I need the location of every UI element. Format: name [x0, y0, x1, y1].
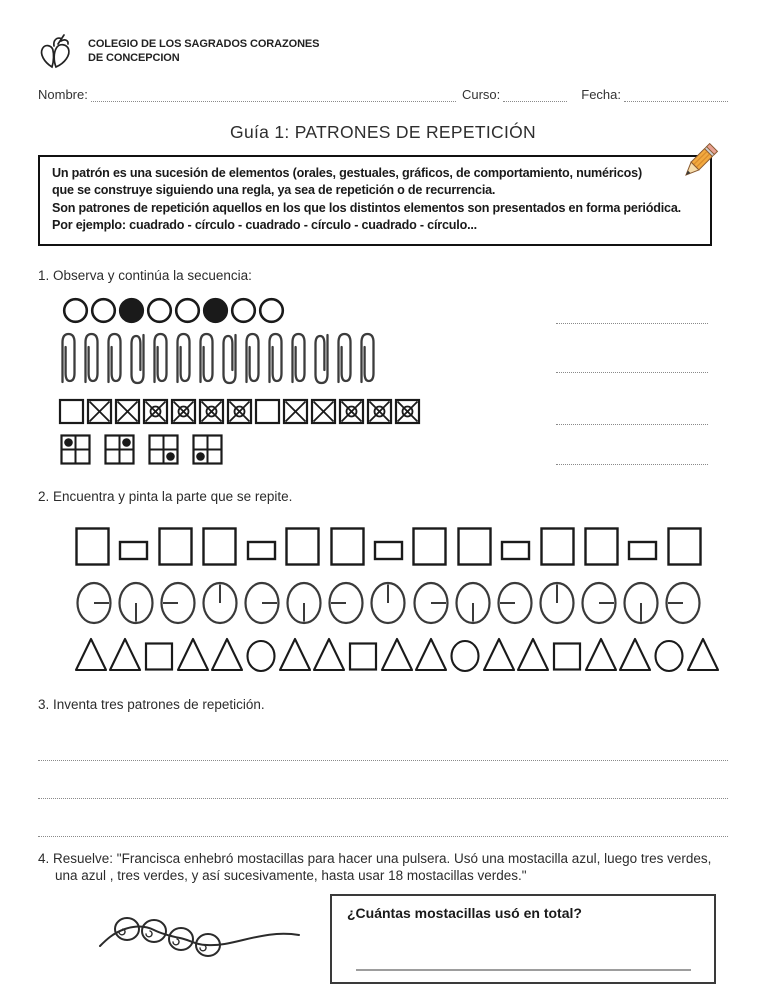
dotgrid-tr	[104, 434, 135, 465]
paperclip-down	[127, 330, 148, 387]
dotgrid-bl	[192, 434, 223, 465]
paperclip-down	[311, 330, 332, 387]
definition-line-3: Son patrones de repetición aquellos en los que los distintos elementos son presentados en forma periódica.	[52, 200, 681, 215]
paperclip-up	[357, 330, 378, 387]
paperclip-up	[58, 330, 79, 387]
circle-open	[146, 297, 173, 324]
sqrect-sq	[411, 526, 448, 568]
trisq-tri	[380, 635, 414, 673]
trisq-tri	[278, 635, 312, 673]
xsquare-xo	[338, 398, 365, 425]
clock-12	[537, 580, 577, 626]
section4-content	[38, 894, 728, 984]
xsquare-xo	[142, 398, 169, 425]
trisq-tri	[108, 635, 142, 673]
clock-9	[158, 580, 198, 626]
section4-line2: una azul , tres verdes, y así sucesivamente, hasta usar 18 mostacillas verdes."	[55, 868, 527, 884]
definition-line-4: Por ejemplo: cuadrado - círculo - cuadrado - círculo - cuadrado - círculo...	[52, 218, 477, 233]
paperclip-up	[196, 330, 217, 387]
fecha-label: Fecha:	[581, 87, 621, 102]
trisq-tri	[74, 635, 108, 673]
trisq-sq	[142, 635, 176, 673]
school-name-line1: COLEGIO DE LOS SAGRADOS CORAZONES	[88, 38, 320, 51]
xsquare-x	[114, 398, 141, 425]
xsquare-xo	[394, 398, 421, 425]
paperclip-down	[219, 330, 240, 387]
nombre-write-line	[91, 88, 456, 102]
paperclip-up	[265, 330, 286, 387]
beads-drawing	[96, 904, 314, 966]
paperclip-up	[288, 330, 309, 387]
sqrect-rect	[118, 526, 149, 568]
trisq-sq	[346, 635, 380, 673]
clock-12	[368, 580, 408, 626]
clock-6	[284, 580, 324, 626]
xsquare-xo	[170, 398, 197, 425]
clock-6	[116, 580, 156, 626]
xsquare-xo	[198, 398, 225, 425]
definition-line-1: Un patrón es una sucesión de elementos (orales, gestuales, gráficos, de comportamiento, numéricos)	[52, 166, 642, 180]
trisq-circ	[244, 635, 278, 673]
curso-label: Curso:	[461, 87, 501, 102]
circle-open	[230, 297, 257, 324]
clock-9	[495, 580, 535, 626]
xsquare-x	[282, 398, 309, 425]
circle-open	[90, 297, 117, 324]
school-name-line2: DE CONCEPCION	[88, 52, 180, 64]
paperclip-up	[242, 330, 263, 387]
circle-open	[62, 297, 89, 324]
sqrect-sq	[284, 526, 321, 568]
dotgrid-tl	[60, 434, 91, 465]
xsquare-xo	[226, 398, 253, 425]
clock-3	[242, 580, 282, 626]
paperclip-up	[104, 330, 125, 387]
student-info-row	[38, 87, 728, 102]
trisq-tri	[210, 635, 244, 673]
sqrect-sq	[74, 526, 111, 568]
sqrect-sq	[201, 526, 238, 568]
trisq-tri	[686, 635, 720, 673]
school-header	[38, 33, 728, 71]
trisq-sq	[550, 635, 584, 673]
pencil-icon	[675, 140, 721, 191]
sqrect-sq	[456, 526, 493, 568]
clock-6	[621, 580, 661, 626]
question-text: ¿Cuántas mostacillas usó en total?	[347, 904, 582, 921]
sqrect-sq	[666, 526, 703, 568]
sqrect-sq	[157, 526, 194, 568]
sqrect-rect	[500, 526, 531, 568]
xsquare-xo	[366, 398, 393, 425]
pattern-row-triangles	[74, 635, 703, 673]
xsquare-plain	[254, 398, 281, 425]
section1-heading: 1. Observa y continúa la secuencia:	[38, 267, 252, 283]
definition-line-2: que se construye siguiendo una regla, ya sea de repetición o de recurrencia.	[52, 183, 496, 198]
dotgrid-br	[148, 434, 179, 465]
page-title: Guía 1: PATRONES DE REPETICIÓN	[230, 122, 536, 142]
paperclip-up	[150, 330, 171, 387]
sequence-row-circles	[38, 297, 728, 324]
trisq-circ	[652, 635, 686, 673]
pattern-row-clocks	[74, 580, 703, 626]
trisq-tri	[482, 635, 516, 673]
circle-open	[174, 297, 201, 324]
section4-heading	[38, 850, 728, 885]
section3-heading: 3. Inventa tres patrones de repetición.	[38, 696, 265, 712]
clock-3	[411, 580, 451, 626]
trisq-tri	[414, 635, 448, 673]
clock-12	[200, 580, 240, 626]
sqrect-sq	[329, 526, 366, 568]
definition-box	[38, 155, 712, 246]
clock-9	[326, 580, 366, 626]
section2-heading: 2. Encuentra y pinta la parte que se repite.	[38, 488, 293, 504]
circle-filled	[202, 297, 229, 324]
curso-write-line	[503, 88, 567, 102]
invent-pattern-line-2	[38, 796, 728, 799]
circle-open	[258, 297, 285, 324]
trisq-circ	[448, 635, 482, 673]
sequence-row-dotgrids	[38, 434, 728, 465]
paperclip-up	[173, 330, 194, 387]
answer-line-dotgrids	[556, 454, 708, 465]
fecha-write-line	[624, 88, 728, 102]
school-logo-icon	[38, 33, 78, 71]
section4-line1: 4. Resuelve: "Francisca enhebró mostacillas para hacer una pulsera. Usó una mostacilla azul, luego tres verdes,	[38, 850, 712, 866]
xsquare-x	[310, 398, 337, 425]
clock-6	[453, 580, 493, 626]
clock-9	[663, 580, 703, 626]
trisq-tri	[584, 635, 618, 673]
circle-filled	[118, 297, 145, 324]
sequence-row-xsquares	[38, 398, 728, 425]
sqrect-rect	[246, 526, 277, 568]
nombre-label: Nombre:	[38, 87, 88, 102]
trisq-tri	[516, 635, 550, 673]
trisq-tri	[176, 635, 210, 673]
question-answer-line	[356, 969, 691, 971]
invent-pattern-line-3	[38, 834, 728, 837]
sqrect-rect	[373, 526, 404, 568]
answer-line-xsquares	[556, 414, 708, 425]
paperclip-up	[334, 330, 355, 387]
school-name	[88, 38, 319, 66]
clock-3	[579, 580, 619, 626]
question-box	[330, 894, 716, 984]
answer-line-paperclips	[556, 362, 708, 373]
sqrect-rect	[627, 526, 658, 568]
paperclip-up	[81, 330, 102, 387]
sqrect-sq	[583, 526, 620, 568]
trisq-tri	[312, 635, 346, 673]
xsquare-x	[86, 398, 113, 425]
answer-line-circles	[556, 313, 708, 324]
sqrect-sq	[539, 526, 576, 568]
invent-pattern-line-1	[38, 758, 728, 761]
sequence-row-paperclips	[38, 330, 728, 387]
clock-3	[74, 580, 114, 626]
trisq-tri	[618, 635, 652, 673]
pattern-row-squares-rects	[74, 526, 703, 568]
xsquare-plain	[58, 398, 85, 425]
